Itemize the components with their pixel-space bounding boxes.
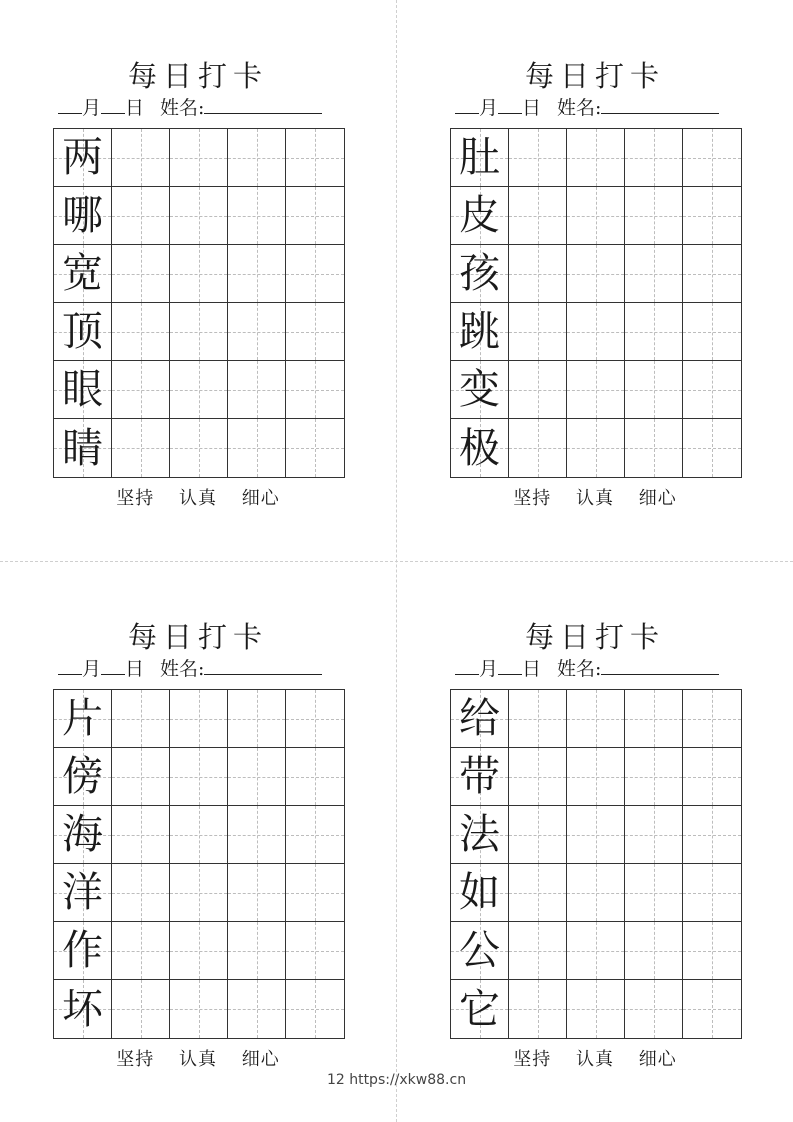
practice-card — [397, 561, 793, 1122]
name-blank[interactable] — [204, 656, 322, 675]
practice-cell[interactable] — [625, 419, 683, 477]
practice-cell[interactable] — [286, 690, 344, 748]
card-title: 每日打卡 — [127, 620, 268, 654]
model-character-cell — [451, 187, 509, 245]
practice-cell[interactable] — [567, 922, 625, 980]
practice-cell[interactable] — [625, 864, 683, 922]
model-character-cell — [54, 419, 112, 477]
practice-cell[interactable] — [170, 690, 228, 748]
month-label: 月 — [479, 658, 499, 680]
practice-cell[interactable] — [170, 187, 228, 245]
practice-cell[interactable] — [112, 864, 170, 922]
practice-card — [0, 561, 396, 1122]
practice-cell[interactable] — [567, 690, 625, 748]
practice-cell[interactable] — [567, 303, 625, 361]
practice-cell[interactable] — [170, 419, 228, 477]
practice-card — [0, 0, 396, 561]
card-title: 每日打卡 — [524, 620, 665, 654]
model-character: 皮 — [459, 191, 500, 239]
practice-cell[interactable] — [170, 129, 228, 187]
practice-cell[interactable] — [112, 303, 170, 361]
writing-grid — [450, 128, 742, 478]
name-label: 姓名: — [557, 658, 602, 680]
writing-grid — [53, 689, 345, 1039]
practice-cell[interactable] — [286, 980, 344, 1038]
practice-cell[interactable] — [112, 690, 170, 748]
practice-cell[interactable] — [509, 245, 567, 303]
model-character: 洋 — [62, 868, 103, 916]
practice-cell[interactable] — [567, 419, 625, 477]
model-character: 带 — [459, 752, 500, 800]
practice-cell[interactable] — [625, 980, 683, 1038]
model-character: 海 — [62, 810, 103, 858]
month-blank[interactable] — [455, 95, 479, 114]
practice-cell[interactable] — [286, 361, 344, 419]
practice-cell[interactable] — [286, 864, 344, 922]
model-character-cell — [451, 361, 509, 419]
day-label: 日 — [522, 97, 542, 119]
practice-cell[interactable] — [112, 980, 170, 1038]
model-character: 傍 — [62, 752, 103, 800]
practice-cell[interactable] — [509, 690, 567, 748]
model-character-cell — [54, 129, 112, 187]
practice-cell[interactable] — [170, 980, 228, 1038]
card-motto: 坚持 认真 细心 — [513, 488, 677, 509]
practice-cell[interactable] — [625, 187, 683, 245]
date-name-line — [58, 656, 348, 682]
model-character-cell — [451, 303, 509, 361]
model-character-cell — [54, 864, 112, 922]
practice-cell[interactable] — [228, 690, 286, 748]
practice-cell[interactable] — [625, 922, 683, 980]
card-motto: 坚持 认真 细心 — [116, 488, 280, 509]
practice-cell[interactable] — [683, 129, 741, 187]
practice-cell[interactable] — [228, 361, 286, 419]
model-character-cell — [54, 361, 112, 419]
practice-cell[interactable] — [286, 303, 344, 361]
card-motto: 坚持 认真 细心 — [513, 1049, 677, 1070]
practice-cell[interactable] — [625, 806, 683, 864]
month-label: 月 — [82, 97, 102, 119]
model-character: 作 — [62, 926, 103, 974]
day-blank[interactable] — [101, 656, 125, 675]
model-character: 孩 — [459, 249, 500, 297]
model-character: 眼 — [62, 365, 103, 413]
practice-cell[interactable] — [228, 980, 286, 1038]
practice-cell[interactable] — [567, 187, 625, 245]
model-character-cell — [451, 129, 509, 187]
practice-cell[interactable] — [509, 864, 567, 922]
practice-cell[interactable] — [228, 806, 286, 864]
month-blank[interactable] — [455, 656, 479, 675]
day-label: 日 — [125, 658, 145, 680]
practice-cell[interactable] — [286, 129, 344, 187]
writing-grid — [450, 689, 742, 1039]
writing-grid — [53, 128, 345, 478]
practice-cell[interactable] — [509, 187, 567, 245]
practice-cell[interactable] — [567, 129, 625, 187]
practice-cell[interactable] — [567, 748, 625, 806]
practice-cell[interactable] — [228, 864, 286, 922]
model-character: 公 — [459, 926, 500, 974]
model-character-cell — [451, 419, 509, 477]
model-character-cell — [54, 922, 112, 980]
practice-card — [397, 0, 793, 561]
model-character-cell — [451, 245, 509, 303]
practice-cell[interactable] — [567, 806, 625, 864]
practice-cell[interactable] — [228, 419, 286, 477]
practice-cell[interactable] — [112, 245, 170, 303]
practice-cell[interactable] — [286, 187, 344, 245]
practice-cell[interactable] — [112, 361, 170, 419]
practice-cell[interactable] — [112, 806, 170, 864]
model-character-cell — [54, 690, 112, 748]
model-character: 极 — [459, 423, 500, 472]
practice-cell[interactable] — [509, 806, 567, 864]
practice-cell[interactable] — [170, 864, 228, 922]
practice-cell[interactable] — [625, 361, 683, 419]
model-character: 顶 — [62, 307, 103, 355]
model-character: 坏 — [62, 984, 103, 1033]
model-character-cell — [451, 864, 509, 922]
month-blank[interactable] — [58, 95, 82, 114]
practice-cell[interactable] — [170, 303, 228, 361]
model-character-cell — [54, 245, 112, 303]
model-character-cell — [451, 748, 509, 806]
model-character-cell — [54, 980, 112, 1038]
practice-cell[interactable] — [286, 806, 344, 864]
card-motto: 坚持 认真 细心 — [116, 1049, 280, 1070]
practice-cell[interactable] — [170, 922, 228, 980]
model-character: 肚 — [459, 133, 500, 181]
practice-cell[interactable] — [625, 748, 683, 806]
practice-cell[interactable] — [112, 419, 170, 477]
name-label: 姓名: — [557, 97, 602, 119]
practice-cell[interactable] — [286, 245, 344, 303]
practice-cell[interactable] — [228, 129, 286, 187]
practice-cell[interactable] — [509, 419, 567, 477]
month-label: 月 — [479, 97, 499, 119]
practice-cell[interactable] — [509, 922, 567, 980]
practice-cell[interactable] — [683, 245, 741, 303]
practice-cell[interactable] — [112, 922, 170, 980]
date-name-line — [455, 95, 745, 121]
name-blank[interactable] — [601, 95, 719, 114]
model-character: 宽 — [62, 249, 103, 297]
date-name-line — [58, 95, 348, 121]
model-character: 片 — [62, 694, 103, 742]
model-character-cell — [451, 922, 509, 980]
practice-cell[interactable] — [509, 129, 567, 187]
practice-cell[interactable] — [228, 748, 286, 806]
card-title: 每日打卡 — [127, 59, 268, 93]
practice-cell[interactable] — [228, 303, 286, 361]
practice-cell[interactable] — [509, 748, 567, 806]
day-blank[interactable] — [101, 95, 125, 114]
practice-cell[interactable] — [683, 361, 741, 419]
month-label: 月 — [82, 658, 102, 680]
model-character-cell — [54, 303, 112, 361]
practice-cell[interactable] — [509, 361, 567, 419]
model-character: 两 — [62, 133, 103, 181]
practice-cell[interactable] — [625, 303, 683, 361]
model-character: 睛 — [62, 423, 103, 472]
model-character: 如 — [459, 868, 500, 916]
model-character-cell — [451, 806, 509, 864]
practice-cell[interactable] — [683, 864, 741, 922]
practice-cell[interactable] — [683, 690, 741, 748]
model-character-cell — [451, 980, 509, 1038]
practice-cell[interactable] — [228, 187, 286, 245]
day-label: 日 — [125, 97, 145, 119]
day-label: 日 — [522, 658, 542, 680]
model-character-cell — [54, 187, 112, 245]
page-footer: 12 https://xkw88.cn — [326, 1072, 467, 1088]
model-character: 它 — [459, 984, 500, 1033]
practice-cell[interactable] — [286, 419, 344, 477]
name-label: 姓名: — [160, 97, 205, 119]
name-blank[interactable] — [204, 95, 322, 114]
practice-cell[interactable] — [228, 922, 286, 980]
practice-cell[interactable] — [683, 922, 741, 980]
practice-cell[interactable] — [683, 980, 741, 1038]
practice-cell[interactable] — [170, 361, 228, 419]
practice-cell[interactable] — [509, 980, 567, 1038]
practice-cell[interactable] — [112, 187, 170, 245]
practice-cell[interactable] — [228, 245, 286, 303]
practice-cell[interactable] — [286, 922, 344, 980]
practice-cell[interactable] — [625, 245, 683, 303]
model-character: 哪 — [62, 191, 103, 239]
name-label: 姓名: — [160, 658, 205, 680]
model-character: 法 — [459, 810, 500, 858]
model-character: 给 — [459, 694, 500, 742]
day-blank[interactable] — [498, 95, 522, 114]
practice-cell[interactable] — [683, 419, 741, 477]
card-title: 每日打卡 — [524, 59, 665, 93]
day-blank[interactable] — [498, 656, 522, 675]
practice-cell[interactable] — [567, 361, 625, 419]
model-character-cell — [54, 748, 112, 806]
practice-cell[interactable] — [683, 187, 741, 245]
month-blank[interactable] — [58, 656, 82, 675]
practice-cell[interactable] — [170, 748, 228, 806]
date-name-line — [455, 656, 745, 682]
model-character-cell — [54, 806, 112, 864]
practice-cell[interactable] — [509, 303, 567, 361]
practice-cell[interactable] — [625, 690, 683, 748]
practice-cell[interactable] — [567, 864, 625, 922]
practice-cell[interactable] — [112, 129, 170, 187]
practice-cell[interactable] — [286, 748, 344, 806]
practice-cell[interactable] — [625, 129, 683, 187]
model-character-cell — [451, 690, 509, 748]
practice-cell[interactable] — [567, 980, 625, 1038]
model-character: 跳 — [459, 307, 500, 355]
name-blank[interactable] — [601, 656, 719, 675]
practice-cell[interactable] — [683, 806, 741, 864]
practice-cell[interactable] — [567, 245, 625, 303]
practice-cell[interactable] — [683, 748, 741, 806]
practice-cell[interactable] — [170, 806, 228, 864]
practice-cell[interactable] — [112, 748, 170, 806]
practice-cell[interactable] — [683, 303, 741, 361]
model-character: 变 — [459, 365, 500, 413]
practice-cell[interactable] — [170, 245, 228, 303]
